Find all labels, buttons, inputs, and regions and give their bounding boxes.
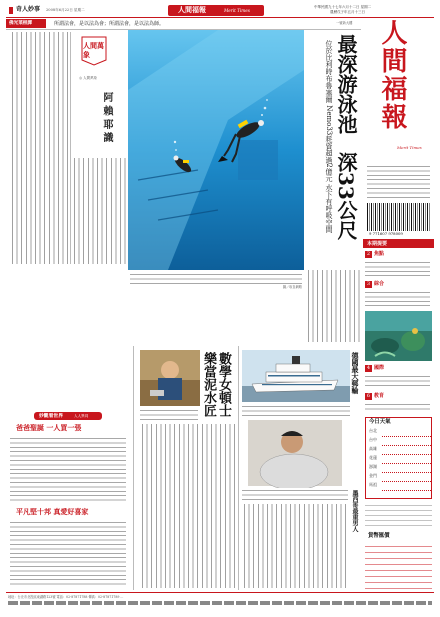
publisher-info [367,164,430,200]
pool-caption-credit: 圖／取自網路 [282,285,302,289]
nav-item-2-num: 2 [366,251,371,257]
currency-box [365,533,432,593]
right-nav [363,19,434,599]
fat-man-photo [248,420,342,486]
barcode [367,203,430,231]
pool-caption [130,272,302,286]
nav-item-4[interactable] [365,365,432,391]
pool-caption-box [128,270,304,290]
currency-title: 貨幣匯價 [368,533,390,539]
bottom-center-headline-2: 樂當泥水匠 [201,352,216,417]
nav-item-6-num: 6 [366,393,371,399]
masthead-block [363,19,434,159]
weather-row: 高雄 [369,446,431,455]
footer-text: 地址：台北市北投區東湖路123號 電話：02-87871788 傳真：02-87871789 ... [8,595,124,599]
column-author-title: 阿 賴 耶 識 [101,92,112,143]
nav-item-4-text [365,374,430,388]
slogan-tag: 佛光菜根譚 [6,19,46,28]
top-header [6,5,434,17]
main-story-body [306,270,362,342]
bottom-center-body [140,424,236,588]
ocean-illustration [365,311,432,361]
nav-item-2[interactable] [365,251,432,279]
weather-row: 金門 [369,473,431,482]
weather-row: 台北 [369,428,431,437]
footer-text-line2 [8,601,432,605]
page-label: 奇人妙事 [16,6,41,13]
cruise-ship-illustration [242,350,350,402]
nav-title: 本期提要 [367,240,388,247]
worker-illustration [140,350,200,406]
man-illustration [248,420,342,486]
pool-photo [128,30,304,270]
masthead-brand: 人間福報 [377,19,407,131]
bottom-right-body [242,504,348,588]
fat-man-title: 墨西哥最重男人 [351,490,358,532]
column-title-box [78,34,110,74]
left-text-block-1 [10,32,68,264]
bottom-left-divider [133,346,134,590]
fat-man-caption [242,488,348,502]
footer-rule [6,592,434,593]
nav-item-4-title: 國際 [374,365,385,371]
main-headline: 最深游泳池 [334,34,358,134]
bottom-center-divider [238,346,239,590]
story2-title: 平凡堅十邦 真愛好喜家 [16,507,89,516]
column-title: 人間萬象 [83,41,104,59]
column-credit: ◎ 人間萬象 [79,76,98,80]
barcode-number: 9 771607 978009 [369,231,403,236]
column-divider [70,32,71,264]
nav-item-2-title: 焦點 [374,251,385,257]
header-brand-en: Merit Times [224,7,250,13]
cruise-caption [242,404,350,418]
nav-item-6-text [365,402,430,412]
header-marker-icon [9,7,13,14]
story2-body [10,520,126,586]
weather-row: 澎湖 [369,464,431,473]
story1-body [10,436,126,502]
bottom-center-headline: 數學女頓士 [216,352,231,417]
bottom-left-section [6,412,130,590]
lunar-date: 中華民國九十七年六月十二日 星期二 [314,5,372,9]
ocean-photo [365,311,432,361]
bottom-center-caption [140,408,198,422]
weather-row: 馬祖 [369,482,431,491]
weather-list [369,428,431,491]
main-subhead: 位於比利時布魯塞爾 Nemo33耗資超過2億元 水下有呼吸空間 [325,40,333,233]
worker-photo [140,350,200,406]
slogan-text: 所謂法會，是以法為會；所謂法會，是以法為師。 [54,20,165,27]
issue-label: 一號新大樓 [336,21,353,25]
nav-item-3-text [365,290,430,306]
cruise-title: 德國最大郵輪 [351,352,360,394]
weather-row: 花蓮 [369,455,431,464]
nav-item-6[interactable] [365,393,432,415]
bottom-left-tag [34,412,102,420]
weather-title: 今日天氣 [369,419,391,425]
left-text-block-2 [72,158,127,264]
story1-title: 爸爸聖誕 一人買一張 [16,423,82,432]
nav-item-3-num: 3 [366,281,371,287]
masthead-brand-en: Merit Times [397,145,422,150]
pool-diver-illustration [128,30,304,270]
nav-item-3-title: 綜合 [374,281,385,287]
main-headline-2: 深33公尺 [334,152,358,240]
bottom-left-tag-text: 妙觀看世界 [39,413,63,419]
bottom-left-tag-sub: 人人異同 [74,413,89,418]
weather-box [365,417,432,499]
nav-title-bar [363,239,434,248]
currency-table [365,542,432,592]
nav-item-2-text [365,260,430,276]
lunar-date-2: 農曆戊子年五月十三日 [330,10,365,14]
weather-row: 台中 [369,437,431,446]
stock-table [365,502,432,530]
nav-item-3[interactable] [365,281,432,309]
slogan-bar [6,19,361,28]
date-line: 2008年6月22日 星期二 [46,8,85,12]
nav-item-4-num: 4 [366,365,371,371]
header-brand-text: 人間福報 [178,5,206,14]
nav-item-6-title: 教育 [374,393,385,399]
header-rule [6,17,434,18]
cruise-photo [242,350,350,402]
